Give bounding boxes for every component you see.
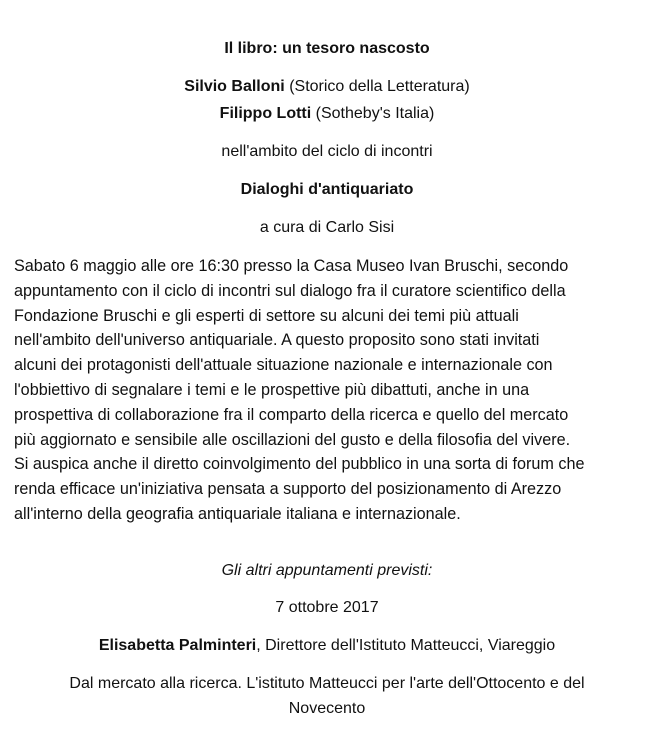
event-title: Il libro: un tesoro nascosto [224, 40, 430, 57]
description-line: all'interno della geografia antiquariale italiana e internazionale. [14, 504, 461, 523]
speaker-2 [0, 103, 654, 125]
description-line: Sabato 6 maggio alle ore 16:30 presso la Casa Museo Ivan Bruschi, secondo [14, 257, 569, 275]
description-line: Si auspica anche il diretto coinvolgimento del pubblico in una sorta di forum che [14, 455, 585, 474]
upcoming-speaker [0, 635, 654, 657]
speaker-1-name: Silvio Balloni [184, 78, 285, 95]
upcoming-speaker-role: , Direttore dell'Istituto Matteucci, Viareggio [256, 637, 556, 654]
description-line: prospettiva di collaborazione fra il comparto della ricerca e quello del mercato [14, 405, 569, 424]
upcoming-heading: Gli altri appuntamenti previsti: [221, 562, 433, 579]
description-line: più aggiornato e sensibile alle oscillazioni del gusto e della filosofia del vivere. [14, 430, 571, 449]
description-line: renda efficace un'iniziativa pensata a supporto del posizionamento di Arezzo [14, 480, 562, 499]
series-title: Dialoghi d'antiquariato [240, 181, 414, 198]
description-line: appuntamento con il ciclo di incontri sul dialogo fra il curatore scientifico della [14, 281, 566, 300]
context-line: nell'ambito del ciclo di incontri [221, 143, 433, 160]
speaker-2-role: (Sotheby's Italia) [315, 105, 435, 122]
description-line: Fondazione Bruschi e gli esperti di settore su alcuni dei temi più attuali [14, 306, 519, 325]
upcoming-date: 7 ottobre 2017 [275, 599, 379, 616]
curator-line: a cura di Carlo Sisi [259, 219, 395, 236]
upcoming-talk-line-2: Novecento [288, 700, 366, 717]
event-description [14, 254, 644, 527]
speaker-1 [0, 76, 654, 98]
description-line: nell'ambito dell'universo antiquariale. A questo proposito sono stati invitati [14, 331, 540, 350]
upcoming-talk-line-1: Dal mercato alla ricerca. L'istituto Matteucci per l'arte dell'Ottocento e del [69, 675, 585, 692]
description-line: alcuni dei protagonisti dell'attuale situazione nazionale e internazionale con [14, 356, 553, 375]
upcoming-speaker-name: Elisabetta Palminteri [98, 637, 257, 654]
speaker-1-role: (Storico della Letteratura) [289, 78, 470, 95]
speaker-2-name: Filippo Lotti [219, 105, 312, 122]
description-line: l'obbiettivo di segnalare i temi e le prospettive più dibattuti, anche in una [14, 380, 530, 399]
